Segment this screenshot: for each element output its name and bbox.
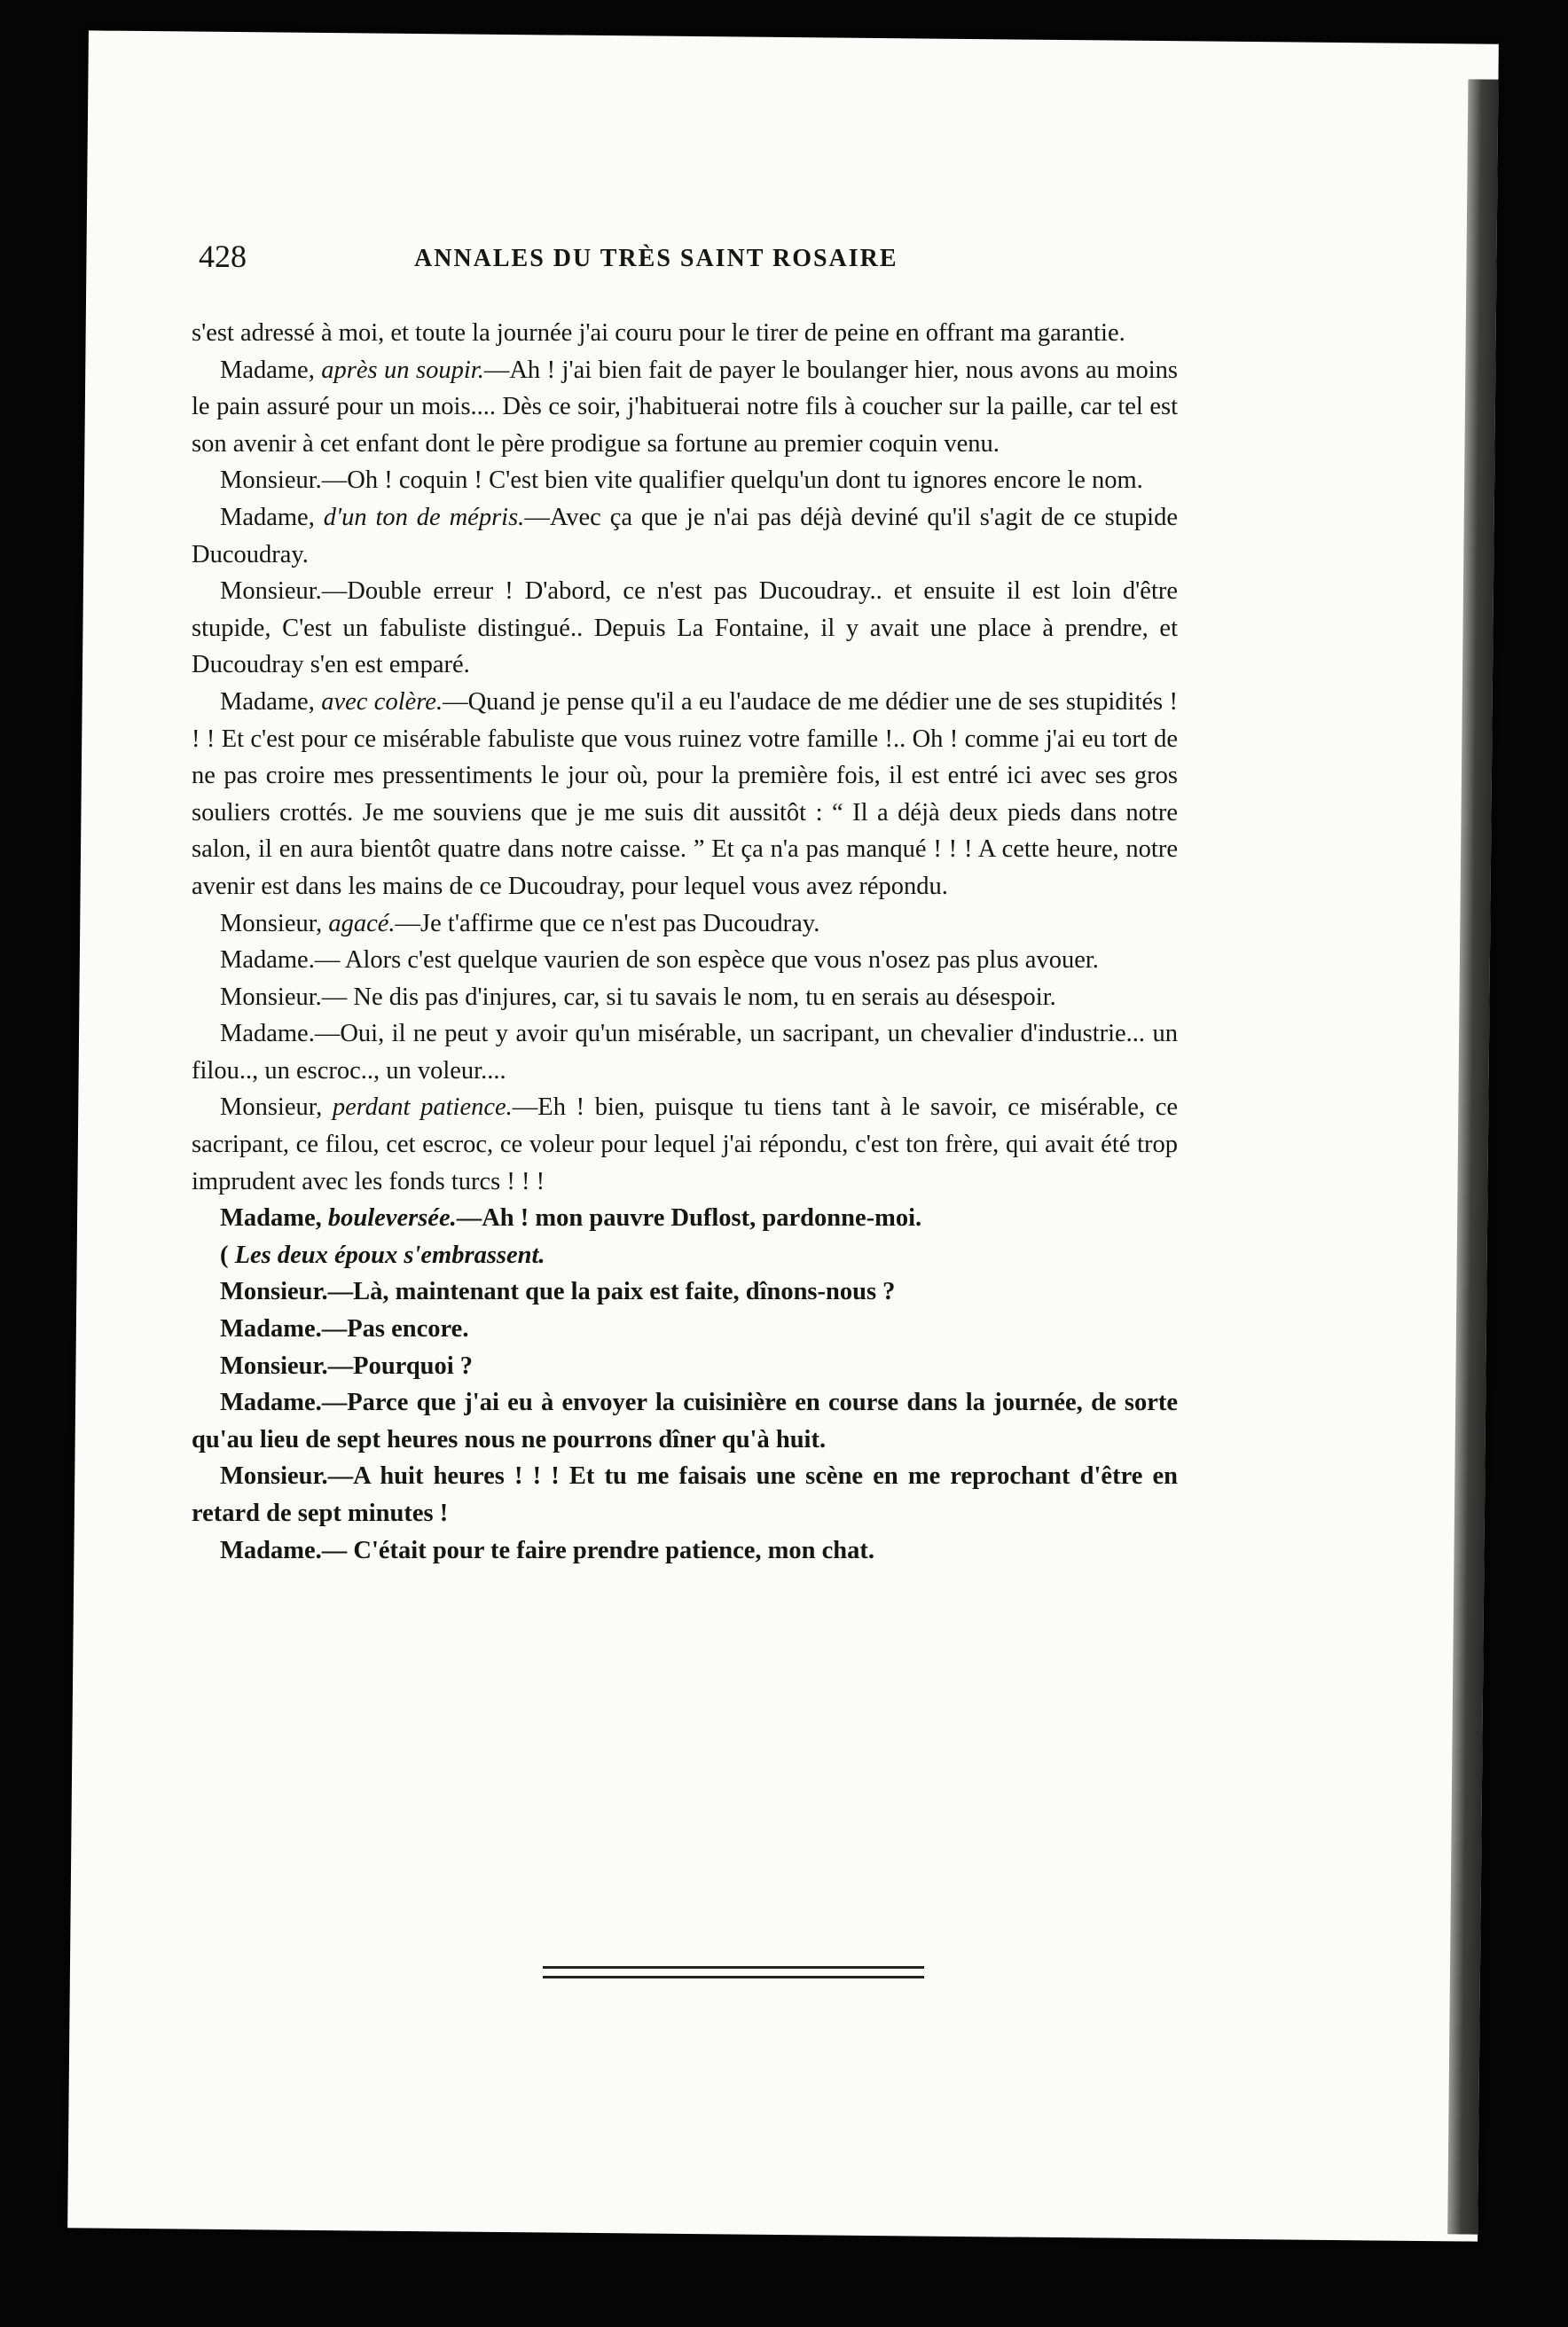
page-number: 428: [199, 239, 247, 274]
paragraph: Madame, après un soupir.—Ah ! j'ai bien fait de payer le boulanger hier, nous avons au moins le pain assuré pour un mois.... Dès ce soir, j'habituerai notre fils à coucher sur la paille, car tel est son avenir à cet enfant dont le père prodigue sa fortune au premier coquin venu.: [192, 356, 1178, 458]
paragraph: Madame.—Oui, il ne peut y avoir qu'un misérable, un sacripant, un chevalier d'industrie... un filou.., un escroc.., un voleur....: [192, 1020, 1178, 1085]
paragraph: Monsieur.—Pourquoi ?: [220, 1352, 474, 1380]
paragraph: Monsieur.—Là, maintenant que la paix est faite, dînons-nous ?: [220, 1278, 896, 1306]
paragraph: Monsieur, agacé.—Je t'affirme que ce n'est pas Ducoudray.: [220, 909, 820, 937]
paragraph: Monsieur.—Double erreur ! D'abord, ce n'est pas Ducoudray.. et ensuite il est loin d'être stupide, C'est un fabuliste distingué.. Depuis La Fontaine, il y avait une place à prendre, et Ducoudray s'en est emparé.: [192, 577, 1178, 679]
paragraph: Madame, avec colère.—Quand je pense qu'il a eu l'audace de me dédier une de ses stupidités ! ! ! Et c'est pour ce misérable fabuliste que vous ruinez votre famille !.. Oh ! comme j'ai eu tort de ne pas croire mes pressentiments le jour où, pour la première fois, il est entré ici avec ses gros souliers crottés. Je me souviens que je me suis dit aussitôt : “ Il a déjà deux pieds dans notre salon, il en aura bientôt quatre dans notre caisse. ” Et ça n'a pas manqué ! ! ! A cette heure, notre avenir est dans les mains de ce Ducoudray, pour lequel vous avez répondu.: [192, 687, 1178, 900]
body-text: [192, 315, 1178, 1569]
paragraph: Madame, d'un ton de mépris.—Avec ça que je n'ai pas déjà deviné qu'il s'agit de ce stupide Ducoudray.: [192, 503, 1178, 568]
paragraph: Madame, bouleversée.—Ah ! mon pauvre Duflost, pardonne-moi.: [220, 1204, 922, 1233]
page-edge-shadow: [1447, 79, 1498, 2234]
paragraph: Monsieur.—A huit heures ! ! ! Et tu me faisais une scène en me reprochant d'être en retard de sept minutes !: [192, 1462, 1178, 1527]
paragraph: Madame.—Parce que j'ai eu à envoyer la cuisinière en course dans la journée, de sorte qu'au lieu de sept heures nous ne pourrons dîner qu'à huit.: [192, 1389, 1178, 1453]
stage-direction: ( Les deux époux s'embrassent.: [220, 1241, 545, 1269]
paragraph: Monsieur.— Ne dis pas d'injures, car, si tu savais le nom, tu en serais au désespoir.: [220, 983, 1056, 1011]
paragraph: Monsieur.—Oh ! coquin ! C'est bien vite qualifier quelqu'un dont tu ignores encore le nom.: [220, 466, 1143, 495]
paragraph: Madame.— Alors c'est quelque vaurien de son espèce que vous n'osez pas plus avouer.: [220, 946, 1099, 975]
paragraph: s'est adressé à moi, et toute la journée j'ai couru pour le tirer de peine en offrant ma garantie.: [192, 319, 1125, 347]
section-divider: [543, 1966, 924, 1978]
paragraph: Monsieur, perdant patience.—Eh ! bien, puisque tu tiens tant à le savoir, ce misérable, ce sacripant, ce filou, cet escroc, ce voleur pour lequel j'ai répondu, c'est ton frère, qui avait été trop imprudent avec les fonds turcs ! ! !: [192, 1093, 1179, 1195]
running-title: ANNALES DU TRÈS SAINT ROSAIRE: [414, 245, 898, 272]
paragraph: Madame.—Pas encore.: [220, 1315, 469, 1344]
paragraph: Madame.— C'était pour te faire prendre patience, mon chat.: [220, 1536, 874, 1564]
